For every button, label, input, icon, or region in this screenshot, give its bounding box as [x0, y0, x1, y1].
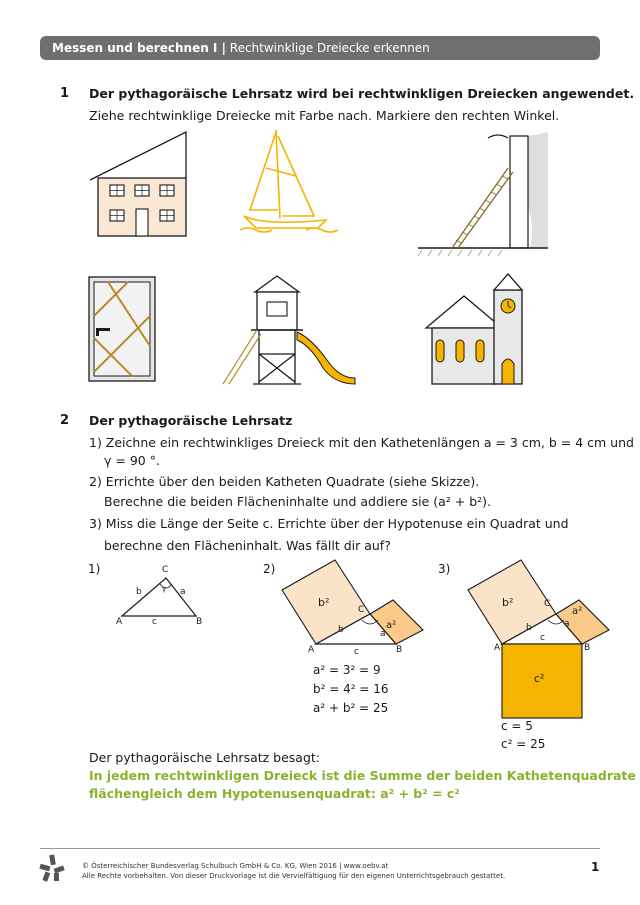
calc-c2: c² = 25	[501, 737, 546, 751]
sketch3-c2: c²	[534, 672, 545, 685]
task2-line1b: γ = 90 °.	[104, 453, 160, 468]
footer-copyright: © Österreichischer Bundesverlag Schulbuch GmbH & Co. KG, Wien 2016 | www.oebv.at	[82, 862, 389, 870]
sketch1-label: 1)	[88, 562, 101, 576]
sketch2-b2: b²	[318, 596, 330, 609]
task2-line2b: Berechne die beiden Flächeninhalte und addiere sie (a² + b²).	[104, 494, 492, 509]
task2-line1: 1) Zeichne ein rechtwinkliges Dreieck mit den Kathetenlängen a = 3 cm, b = 4 cm und	[89, 435, 634, 450]
sketch2-C: C	[358, 605, 365, 615]
sketch3-label: 3)	[438, 562, 451, 576]
sketch1-b: b	[136, 587, 142, 597]
sketch2-a: a	[380, 629, 386, 639]
calc-c: c = 5	[501, 719, 533, 733]
sailboat-illustration	[236, 128, 346, 238]
sketch3-a2: a²	[572, 606, 583, 617]
sketch2-label: 2)	[263, 562, 276, 576]
house-illustration	[88, 130, 198, 240]
publisher-logo	[40, 855, 64, 881]
conclusion-line1: In jedem rechtwinkligen Dreieck ist die Summe der beiden Kathetenquadrate	[89, 768, 636, 783]
sketch1-c: c	[152, 617, 157, 627]
sketch1-A: A	[116, 617, 123, 627]
header-bar	[40, 36, 600, 60]
sketch2-c: c	[354, 647, 359, 657]
page-number: 1	[591, 860, 600, 874]
door-illustration	[88, 276, 158, 384]
task1-number: 1	[60, 86, 70, 101]
conclusion-line2: flächengleich dem Hypotenusenquadrat: a² + b² = c²	[89, 786, 460, 801]
conclusion-intro: Der pythagoräische Lehrsatz besagt:	[89, 750, 321, 765]
header-title: Rechtwinklige Dreiecke erkennen	[225, 41, 430, 55]
sketch3-b2: b²	[502, 596, 514, 609]
sketch3-A: A	[494, 643, 501, 653]
sketch2-a2: a²	[386, 620, 397, 631]
header-bold: Messen und berechnen I |	[52, 41, 226, 55]
task2-line3b: berechne den Flächeninhalt. Was fällt dir auf?	[104, 538, 391, 553]
sketch1-gamma: γ	[162, 585, 167, 593]
playground-illustration	[215, 274, 360, 386]
task2-number: 2	[60, 413, 70, 428]
sketch2-B: B	[396, 645, 403, 655]
sketch1-a: a	[180, 587, 186, 597]
ladder-illustration	[418, 130, 548, 262]
sketch3-a: a	[564, 619, 570, 629]
footer-divider	[40, 848, 600, 849]
sketch1-C: C	[162, 565, 169, 575]
sketch1-triangle	[110, 562, 210, 627]
sketch3-b: b	[526, 623, 532, 633]
sketch3-C: C	[544, 599, 551, 609]
sketch3-figure	[468, 560, 618, 720]
footer-rights: Alle Rechte vorbehalten. Von dieser Druckvorlage ist die Vervielfältigung für den eigenen Unterrichtsgebrauch gestattet.	[82, 872, 506, 880]
sketch3-B: B	[584, 643, 591, 653]
calc-sum: a² + b² = 25	[313, 701, 389, 715]
church-illustration	[422, 272, 532, 388]
sketch2-b: b	[338, 625, 344, 635]
task2-line3: 3) Miss die Länge der Seite c. Errichte über der Hypotenuse ein Quadrat und	[89, 516, 569, 531]
sketch2-A: A	[308, 645, 315, 655]
sketch1-B: B	[196, 617, 203, 627]
task1-instruction: Ziehe rechtwinklige Dreiecke mit Farbe nach. Markiere den rechten Winkel.	[89, 108, 560, 123]
sketch3-c: c	[540, 633, 545, 643]
task2-title: Der pythagoräische Lehrsatz	[89, 413, 293, 428]
calc-a2: a² = 3² = 9	[313, 663, 381, 677]
task2-line2: 2) Errichte über den beiden Katheten Quadrate (siehe Skizze).	[89, 474, 480, 489]
task1-title: Der pythagoräische Lehrsatz wird bei rechtwinkligen Dreiecken angewendet.	[89, 86, 635, 101]
sketch2-figure	[282, 560, 432, 660]
calc-b2: b² = 4² = 16	[313, 682, 389, 696]
